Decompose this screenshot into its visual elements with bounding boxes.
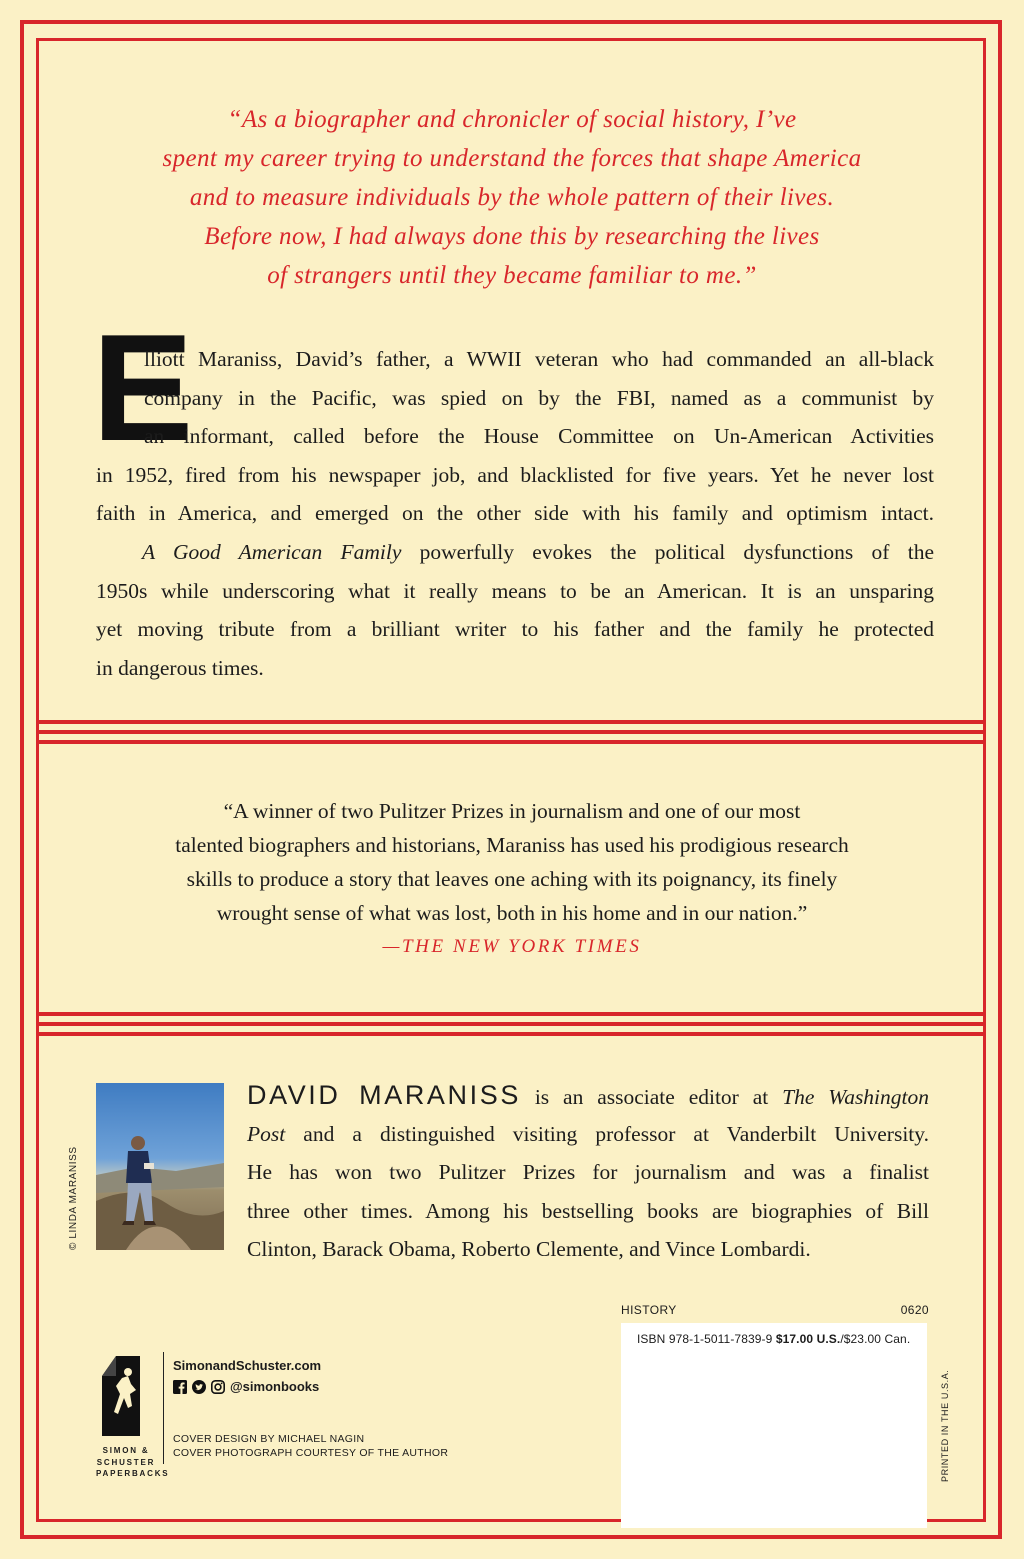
instagram-icon[interactable]	[211, 1380, 225, 1394]
category-label: HISTORY	[621, 1303, 677, 1317]
cover-credits	[173, 1432, 448, 1460]
photo-credit: © LINDA MARANISS	[68, 1146, 79, 1250]
author-photo	[96, 1083, 224, 1250]
author-bio	[247, 1076, 929, 1269]
description-line: lliott Maraniss, David’s father, a WWII veteran who had commanded an all-black	[144, 347, 934, 371]
isbn-price	[637, 1332, 910, 1346]
drop-cap: E	[92, 303, 194, 473]
social-handle[interactable]: @simonbooks	[230, 1379, 320, 1394]
review-line: skills to produce a story that leaves one aching with its poignancy, its finely	[186, 867, 838, 891]
publisher-logo-text: SIMON & SCHUSTER PAPERBACKS	[96, 1446, 170, 1478]
printed-in: PRINTED IN THE U.S.A.	[940, 1369, 950, 1482]
pull-quote-line: Before now, I had always done this by researching the lives	[204, 223, 820, 250]
description-line: A Good American Family powerfully evokes the political dysfunctions of the	[142, 539, 934, 564]
bio-line: He has won two Pulitzer Prizes for journalism and was a finalist	[247, 1160, 929, 1185]
description-line: 1950s while underscoring what it really means to be an American. It is an unsparing	[96, 578, 934, 603]
divider-rule	[36, 1032, 986, 1036]
divider-rule	[36, 1012, 986, 1016]
divider-rule	[36, 740, 986, 744]
review-line: talented biographers and historians, Maraniss has used his prodigious research	[175, 833, 849, 857]
author-photo-illustration	[96, 1083, 224, 1250]
price-us: $17.00 U.S.	[775, 1332, 841, 1346]
divider-rule	[36, 1022, 986, 1026]
shelving-code: 0620	[900, 1303, 929, 1317]
review-source: —THE NEW YORK TIMES	[382, 936, 642, 957]
review-line: “A winner of two Pulitzer Prizes in journalism and one of our most	[223, 799, 801, 823]
cover-design-credit: COVER DESIGN BY MICHAEL NAGIN	[173, 1433, 365, 1445]
pull-quote-line: of strangers until they became familiar to me.”	[267, 262, 757, 289]
pull-quote	[60, 100, 964, 295]
pull-quote-line: and to measure individuals by the whole pattern of their lives.	[189, 184, 835, 211]
barcode-area	[621, 1323, 927, 1528]
author-name: DAVID MARANISS	[247, 1080, 521, 1110]
bio-line: three other times. Among his bestselling books are biographies of Bill	[247, 1198, 929, 1223]
pull-quote-line: “As a biographer and chronicler of social history, I’ve	[227, 106, 797, 133]
price-can: /$23.00 Can.	[840, 1332, 911, 1346]
description-line: yet moving tribute from a brilliant writer to his father and the family he protected	[96, 617, 934, 642]
logo-divider	[163, 1352, 164, 1464]
facebook-icon[interactable]	[173, 1380, 187, 1394]
bio-line: Clinton, Barack Obama, Roberto Clemente, and Vince Lombardi.	[247, 1237, 811, 1262]
description-line: an informant, called before the House Committee on Un-American Activities	[144, 424, 934, 449]
description-line: faith in America, and emerged on the other side with his family and optimism intact.	[96, 501, 934, 526]
review-quote	[80, 794, 944, 964]
pull-quote-line: spent my career trying to understand the forces that shape America	[162, 145, 862, 172]
bio-line: DAVID MARANISS is an associate editor at The Washington	[247, 1080, 930, 1110]
website-link[interactable]: SimonandSchuster.com	[173, 1358, 322, 1373]
social-links	[173, 1379, 319, 1394]
cover-photo-credit: COVER PHOTOGRAPH COURTESY OF THE AUTHOR	[173, 1447, 449, 1459]
description-line: in dangerous times.	[96, 655, 264, 680]
review-line: wrought sense of what was lost, both in his home and in our nation.”	[216, 901, 808, 925]
description-line: in 1952, fired from his newspaper job, and blacklisted for five years. Yet he never lost	[96, 462, 934, 487]
description-line: company in the Pacific, was spied on by the FBI, named as a communist by	[144, 385, 934, 410]
book-description	[96, 340, 934, 687]
book-title: A Good American Family	[142, 539, 402, 564]
isbn: ISBN 978-1-5011-7839-9	[637, 1332, 773, 1346]
twitter-icon[interactable]	[192, 1380, 206, 1394]
divider-rule	[36, 720, 986, 724]
divider-rule	[36, 730, 986, 734]
bio-line: Post and a distinguished visiting professor at Vanderbilt University.	[247, 1121, 929, 1146]
